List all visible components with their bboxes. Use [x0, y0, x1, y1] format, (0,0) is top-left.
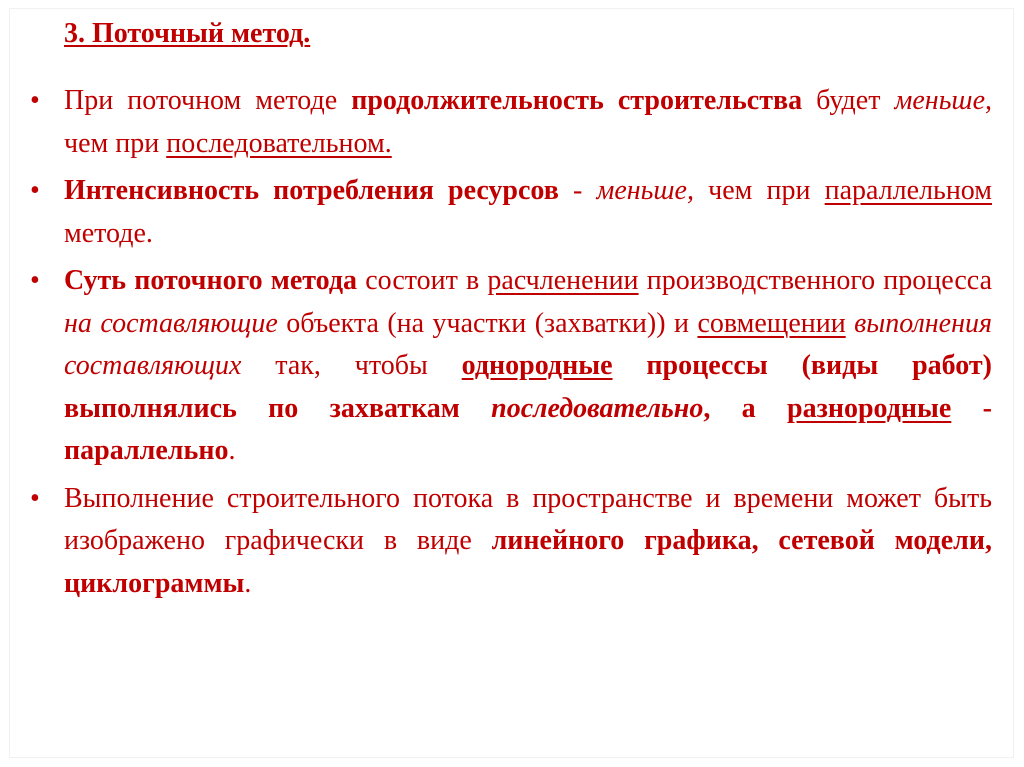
text-run: так, чтобы — [241, 350, 462, 381]
text-run — [846, 308, 854, 339]
bullet-icon: • — [30, 482, 40, 514]
bullet-item — [30, 80, 992, 165]
text-run: чем при — [64, 127, 167, 159]
text-run: будет — [802, 85, 895, 116]
text-run: Выполнение строительного потока в пространстве и времени может быть изображено графически в виде — [64, 482, 992, 556]
text-run: последовательном. — [166, 127, 392, 159]
text-run: линейного графика, сетевой модели, циклограммы — [64, 525, 992, 599]
text-run: , а — [703, 392, 788, 424]
text-run: меньше, — [596, 175, 694, 206]
text-run: Интенсивность потребления ресурсов — [64, 175, 559, 206]
text-run: . — [244, 567, 252, 599]
text-run: - параллельно — [64, 392, 992, 466]
bullet-icon: • — [30, 265, 40, 296]
bullet-text — [64, 265, 992, 466]
bullet-list — [30, 80, 992, 610]
text-run: параллельном — [824, 175, 992, 206]
bullet-text — [64, 175, 992, 249]
text-run: продолжительность строительства — [351, 85, 803, 116]
text-run: последовательно — [491, 392, 704, 424]
bullet-text — [64, 483, 992, 599]
text-run: При поточном методе — [64, 85, 352, 116]
text-run: - — [558, 175, 597, 206]
bullet-icon: • — [30, 85, 40, 116]
text-run: расчленении — [487, 265, 639, 296]
text-run: производственного процесса — [638, 265, 992, 296]
bullet-item — [30, 260, 992, 473]
text-run: разнородные — [787, 392, 952, 424]
text-run: Суть поточного метода — [64, 265, 358, 296]
text-run: объекта (на участки (захватки)) и — [277, 307, 698, 339]
bullet-item — [30, 170, 992, 255]
text-run: состоит в — [357, 265, 488, 296]
text-run: совмещении — [697, 307, 846, 339]
slide-title: 3. Поточный метод. — [64, 18, 311, 49]
text-run: меньше, — [894, 85, 992, 116]
text-run: методе. — [64, 217, 153, 249]
bullet-text — [64, 85, 992, 159]
text-run: выполнения составляющих — [64, 307, 993, 381]
text-run: чем при — [693, 175, 825, 206]
text-run: однородные — [461, 350, 613, 381]
text-run: на составляющие — [64, 307, 278, 339]
text-run: . — [228, 435, 236, 466]
bullet-icon: • — [30, 175, 40, 206]
text-run: процессы (виды работ) выполнялись по захваткам — [64, 350, 992, 424]
bullet-item — [30, 478, 992, 606]
